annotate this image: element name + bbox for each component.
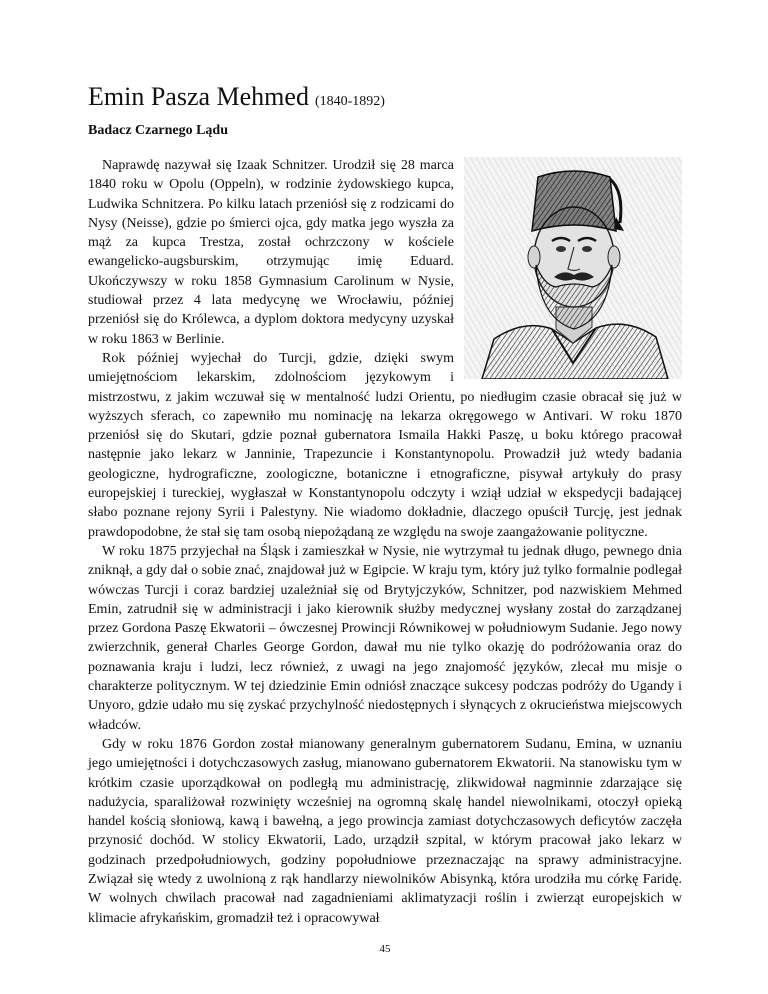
- article-subtitle: Badacz Czarnego Lądu: [88, 123, 228, 138]
- document-page: [88, 0, 682, 994]
- title-years: (1840-1892): [314, 94, 385, 109]
- article-title: [88, 80, 385, 119]
- portrait-image: [464, 157, 682, 379]
- paragraph-1: Naprawdę nazywał się Izaak Schnitzer. Urodził się 28 marca 1840 roku w Opolu (Oppeln), w rodzinie żydowskiego kupca, Ludwika Schnitzera. Po kilku latach przeniósł się z rodzicami do Nysy (Neisse), gdzie po śmierci ojca, gdy matka jego wyszła za mąż za kupca Trestza, został ochrzczony w kościele ewangelicko-augsburskim, otrzymując imię Eduard. Ukończywszy w roku 1858 Gymnasium Carolinum w Nysie, studiował przez 4 lata medycynę we Wrocławiu, później przeniósł się do Królewca, a dyplom doktora medycyny uzyskał w roku 1863 w Berlinie.: [88, 158, 454, 347]
- article-body: [88, 156, 682, 928]
- paragraph-4: Gdy w roku 1876 Gordon został mianowany generalnym gubernatorem Sudanu, Emina, w uznaniu jego umiejętności i dotychczasowych zasług, mianowano gubernatorem Ekwatorii. Na stanowisku tym w krótkim czasie uporządkował on podległą mu administrację, zlikwidował nagminnie zdarzające się nadużycia, sparaliżował rozwinięty wcześniej na ogromną skalę handel niewolnikami, otoczył opieką handel kością słoniową, kawą i bawełną, a jego prowincja zamiast dotychczasowych deficytów zaczęła przynosić dochód. W stolicy Ekwatorii, Lado, urządził szpital, w którym pracował jako lekarz w godzinach przedpołudniowych, godziny popołudniowe przeznaczając na sprawy administracyjne. Związał się wtedy z uwolnioną z rąk handlarzy niewolników Abisynką, która urodziła mu córkę Faridę. W wolnych chwilach pracował nad zagadnieniami aklimatyzacji roślin i zwierząt europejskich w klimacie afrykańskim, gromadził też i opracowywał: [88, 736, 682, 926]
- paragraph-2: Rok później wyjechał do Turcji, gdzie, dzięki swym umiejętnościom lekarskim, zdolnościom językowym i mistrzostwu, z jakim wczuwał się w mentalność ludzi Orientu, po niedługim czasie obracał się już w wyższych sferach, co zapewniło mu nominację na lekarza okręgowego w Antivari. W roku 1870 przeniósł się do Skutari, gdzie poznał gubernatora Ismaila Hakki Paszę, u boku którego pracował następnie jako lekarz w Janninie, Trapezuncie i Konstantynopolu. Prowadził już wtedy badania geologiczne, hydrograficzne, zoologiczne, botaniczne i etnograficzne, pisywał artykuły do prasy europejskiej i tureckiej, wygłaszał w Konstantynopolu odczyty i wziął udział w ekspedycji badającej słabo poznane rejony Syrii i Palestyny. Nie wiadomo dokładnie, dlaczego opuścił Turcję, jest jednak prawdopodobne, że stał się tam osobą niepożądaną ze względu na swoje zaangażowanie polityczne.: [88, 350, 682, 540]
- title-name: Emin Pasza Mehmed: [88, 82, 309, 111]
- page-number: 45: [379, 943, 391, 955]
- paragraph-3: W roku 1875 przyjechał na Śląsk i zamieszkał w Nysie, nie wytrzymał tu jednak długo, pewnego dnia zniknął, a gdy dał o sobie znać, znajdował już w Egipcie. W kraju tym, który już tylko formalnie podlegał wówczas Turcji i coraz bardziej uzależniał się od Brytyjczyków, Schnitzer, pod nazwiskiem Mehmed Emin, zatrudnił się w administracji i jako kierownik służby medycznej wysłany został do zarządzanej przez Gordona Paszę Ekwatorii – ówczesnej Prowincji Równikowej w południowym Sudanie. Jego nowy zwierzchnik, generał Charles George Gordon, dawał mu nie tylko okazję do podróżowania oraz do poznawania kraju i ludzi, lecz również, z uwagi na jego znajomość języków, zlecał mu misje o charakterze politycznym. W tej dziedzinie Emin odniósł znaczące sukcesy podczas podróży do Ugandy i Unyoro, gdzie udało mu się zyskać przychylność niedostępnych i słynących z okrucieństwa miejscowych władców.: [88, 543, 682, 733]
